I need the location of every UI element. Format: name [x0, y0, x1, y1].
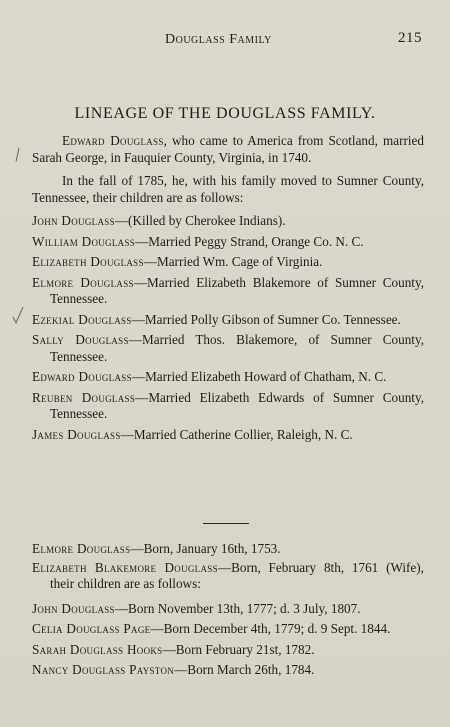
entry-text: —Born December 4th, 1779; d. 9 Sept. 1844.: [150, 621, 391, 636]
birth-records-block: [32, 541, 424, 679]
list-item: [32, 369, 424, 386]
person-name: Nancy Douglass Payston: [32, 662, 175, 677]
list-item: [32, 332, 424, 365]
person-name: Elizabeth Douglass: [32, 254, 144, 269]
person-name: Elizabeth Blakemore Douglass: [32, 559, 218, 575]
pencil-mark: [16, 148, 23, 163]
running-title: Douglass Family: [165, 32, 272, 47]
list-item: [32, 427, 424, 444]
lineage-text-block: [32, 133, 424, 447]
list-item: [32, 234, 424, 251]
page-number: 215: [398, 30, 422, 46]
list-item: [32, 662, 424, 679]
list-item: [32, 560, 424, 593]
section-divider: [203, 523, 249, 524]
person-name: William Douglass: [32, 233, 136, 249]
entry-text: —Married Polly Gibson of Sumner Co. Tennessee.: [131, 311, 401, 327]
list-item: [32, 541, 424, 558]
person-name: Sarah Douglass Hooks: [32, 641, 163, 657]
entry-text: —Married Wm. Cage of Virginia.: [143, 254, 323, 269]
entry-text: —(Killed by Cherokee Indians).: [114, 213, 286, 228]
entry-text: —Born, February 8th, 1761 (Wife), their children are as follows:: [50, 559, 424, 591]
entry-text: —Born March 26th, 1784.: [174, 662, 315, 677]
intro-text: , who came to America from Scotland, married Sarah George, in Fauquier County, Virginia, in 1740.: [32, 133, 424, 165]
entry-text: —Born, January 16th, 1753.: [130, 541, 281, 556]
intro-paragraph-1: [32, 133, 424, 166]
person-name: Reuben Douglass: [32, 389, 136, 405]
check-mark-icon: [12, 305, 24, 325]
list-item: [32, 601, 424, 618]
list-item: [32, 213, 424, 230]
list-item: [32, 312, 424, 329]
entry-text: —Married Elizabeth Blakemore of Sumner County, Tennessee.: [50, 274, 424, 306]
entry-text: —Married Catherine Collier, Raleigh, N. C.: [120, 426, 353, 442]
person-name: Edward Douglass: [32, 369, 132, 384]
person-name: Ezekial Douglass: [32, 311, 132, 327]
running-head: [0, 30, 450, 50]
list-item: [32, 275, 424, 308]
entry-text: —Married Elizabeth Howard of Chatham, N. C.: [131, 369, 387, 384]
entry-text: —Married Elizabeth Edwards of Sumner County, Tennessee.: [50, 389, 424, 421]
person-name: Celia Douglass Page: [32, 621, 151, 636]
list-item: [32, 642, 424, 659]
entry-text: —Married Peggy Strand, Orange Co. N. C.: [135, 233, 364, 249]
person-name: Elmore Douglass: [32, 541, 131, 556]
intro-paragraph-2: In the fall of 1785, he, with his family moved to Sumner County, Tennessee, their children are as follows:: [32, 173, 424, 205]
entry-text: —Married Thos. Blakemore, of Sumner County, Tennessee.: [50, 332, 424, 364]
list-item: [32, 390, 424, 423]
person-name: James Douglass: [32, 426, 121, 442]
person-name: Elmore Douglass: [32, 274, 134, 290]
person-name: John Douglass: [32, 213, 115, 228]
section-title: LINEAGE OF THE DOUGLASS FAMILY.: [74, 105, 376, 122]
person-name: Edward Douglass: [62, 133, 164, 148]
list-item: [32, 621, 424, 638]
person-name: Sally Douglass: [32, 332, 129, 347]
list-item: [32, 254, 424, 271]
entry-text: —Born February 21st, 1782.: [162, 641, 315, 657]
person-name: John Douglass: [32, 600, 115, 616]
entry-text: —Born November 13th, 1777; d. 3 July, 1807.: [114, 600, 361, 616]
